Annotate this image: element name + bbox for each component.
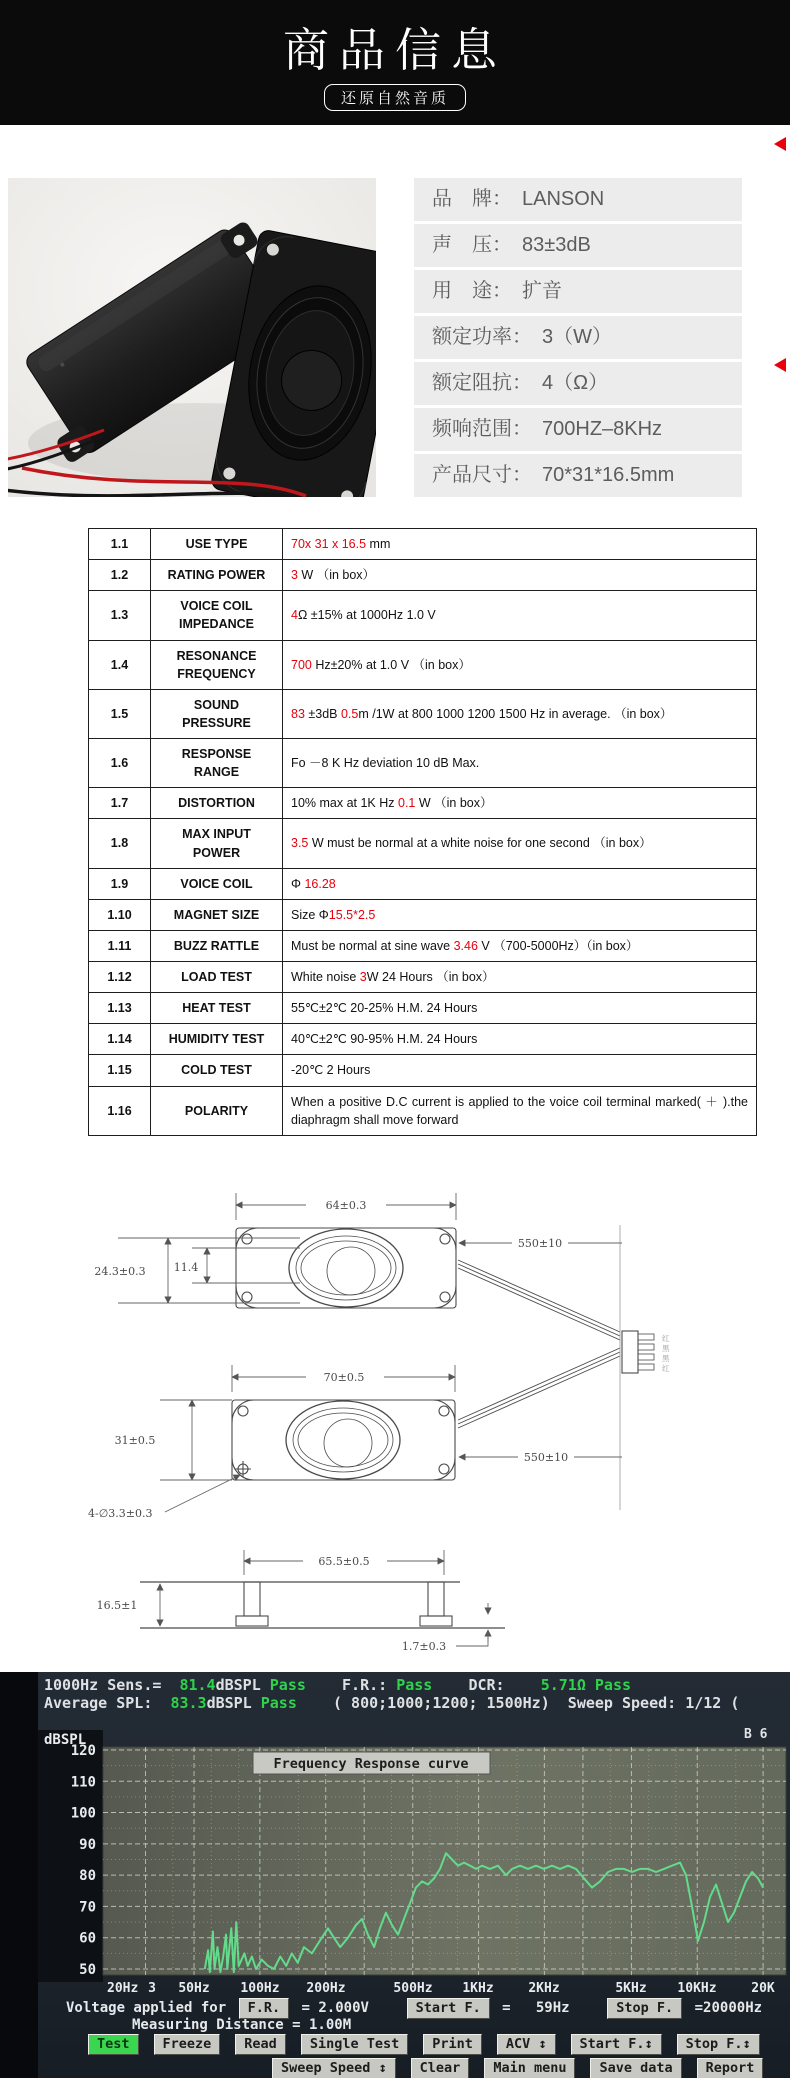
- x-tick-label: 200Hz: [306, 1981, 346, 1996]
- screen-field-button: Stop F.: [607, 1998, 682, 2019]
- measurement-readout-2: Average SPL: 83.3dBSPL Pass ( 800;1000;1200; 1500Hz) Sweep Speed: 1/12 (: [44, 1694, 740, 1712]
- x-tick-label: 500Hz: [393, 1981, 433, 1996]
- page-header: [0, 0, 790, 125]
- screen-field-button: Start F.: [407, 1998, 490, 2019]
- screen-button-row-2: [268, 2058, 767, 2078]
- y-tick-label: 110: [70, 1774, 96, 1791]
- row-value: Size Φ15.5*2.5: [283, 899, 757, 930]
- spec-label: 声 压：: [432, 234, 512, 256]
- spec-value: 4（Ω）: [542, 372, 609, 394]
- spec-row: [414, 270, 742, 313]
- row-index: 1.12: [89, 962, 151, 993]
- row-index: 1.15: [89, 1055, 151, 1086]
- row-value: -20℃ 2 Hours: [283, 1055, 757, 1086]
- screen-button: Single Test: [301, 2034, 408, 2055]
- row-index: 1.2: [89, 560, 151, 591]
- row-value: Must be normal at sine wave 3.46 V （700-5000Hz）（in box）: [283, 930, 757, 961]
- spec-value: 700HZ–8KHz: [542, 418, 663, 440]
- screen-text: = 2.000V: [293, 2000, 403, 2016]
- x-tick-label: 10KHz: [677, 1981, 717, 1996]
- table-row: [89, 868, 757, 899]
- row-name: MAX INPUT POWER: [151, 819, 283, 868]
- table-row: [89, 1055, 757, 1086]
- table-row: [89, 819, 757, 868]
- row-name: MAGNET SIZE: [151, 899, 283, 930]
- table-row: [89, 788, 757, 819]
- spec-row: [414, 224, 742, 267]
- spec-value: 扩音: [522, 280, 562, 302]
- red-arrow-icon: [774, 358, 786, 372]
- dim-top-height: 24.3±0.3: [94, 1265, 146, 1278]
- spec-label: 用 途：: [432, 280, 512, 302]
- y-tick-label: 60: [79, 1930, 96, 1947]
- speaker-photo-graphic: [8, 178, 376, 497]
- page-title: 商品信息: [283, 24, 507, 76]
- wire-color-label: 红: [662, 1364, 670, 1373]
- screen-button-row-1: [84, 2034, 764, 2055]
- y-axis-title: dBSPL: [44, 1732, 87, 1748]
- screen-text: Voltage applied for: [66, 2000, 235, 2016]
- row-index: 1.14: [89, 1024, 151, 1055]
- spec-value: 83±3dB: [522, 234, 591, 256]
- table-row: [89, 591, 757, 640]
- y-tick-label: 100: [70, 1805, 96, 1822]
- row-index: 1.5: [89, 689, 151, 738]
- y-tick-label: 70: [79, 1899, 96, 1916]
- screen-text: =20000Hz: [686, 2000, 763, 2016]
- screen-button: Save data: [590, 2058, 681, 2078]
- dim-mid-height: 31±0.5: [114, 1434, 156, 1447]
- dim-wire-mid: 550±10: [523, 1451, 569, 1464]
- screen-button: Sweep Speed ↕: [272, 2058, 396, 2078]
- distance-row: Measuring Distance = 1.00M: [132, 2017, 352, 2033]
- x-tick-label: 20Hz: [107, 1981, 139, 1996]
- table-row: [89, 640, 757, 689]
- row-value: 40℃±2℃ 90-95% H.M. 24 Hours: [283, 1024, 757, 1055]
- spec-value: 70*31*16.5mm: [542, 464, 675, 486]
- spec-row: [414, 362, 742, 405]
- screen-field-button: F.R.: [239, 1998, 290, 2019]
- row-value: When a positive D.C current is applied to the voice coil terminal marked( ＋ ).the diaphragm shall move forward: [283, 1086, 757, 1135]
- row-value: 10% max at 1K Hz 0.1 W （in box）: [283, 788, 757, 819]
- row-name: VOICE COIL IMPEDANCE: [151, 591, 283, 640]
- screen-button: ACV ↕: [497, 2034, 556, 2055]
- y-tick-label: 120: [70, 1742, 96, 1759]
- row-value: 3 W （in box）: [283, 560, 757, 591]
- screen-button: Start F.↕: [571, 2034, 662, 2055]
- dim-side-width: 65.5±0.5: [318, 1555, 370, 1568]
- row-value: 700 Hz±20% at 1.0 V （in box）: [283, 640, 757, 689]
- corner-label: B 6: [744, 1727, 768, 1742]
- spec-row: [414, 178, 742, 221]
- row-value: 70x 31 x 16.5 mm: [283, 529, 757, 560]
- row-value: Fo －8 K Hz deviation 10 dB Max.: [283, 739, 757, 788]
- y-tick-label: 80: [79, 1868, 96, 1885]
- wire-color-label: 黑: [662, 1354, 670, 1363]
- x-tick-label: 20K: [751, 1981, 775, 1996]
- screen-button: Test: [88, 2034, 139, 2055]
- row-index: 1.8: [89, 819, 151, 868]
- table-row: [89, 529, 757, 560]
- spec-label: 频响范围：: [432, 418, 532, 440]
- product-photo: [8, 178, 376, 497]
- screen-button: Read: [235, 2034, 286, 2055]
- row-name: BUZZ RATTLE: [151, 930, 283, 961]
- row-name: USE TYPE: [151, 529, 283, 560]
- row-value: White noise 3W 24 Hours （in box）: [283, 962, 757, 993]
- row-name: VOICE COIL: [151, 868, 283, 899]
- screen-button: Clear: [411, 2058, 470, 2078]
- row-value: 55℃±2℃ 20-25% H.M. 24 Hours: [283, 993, 757, 1024]
- spec-value: 3（W）: [542, 326, 612, 348]
- x-tick-label: 100Hz: [240, 1981, 280, 1996]
- dimension-drawing: [0, 1165, 790, 1672]
- x-tick-label: 2KHz: [528, 1981, 560, 1996]
- product-spec-list: [414, 178, 742, 497]
- row-name: HEAT TEST: [151, 993, 283, 1024]
- spl-analyzer-screen: [0, 1672, 790, 2078]
- row-value: 83 ±3dB 0.5m /1W at 800 1000 1200 1500 Hz in average. （in box）: [283, 689, 757, 738]
- spec-row: [414, 316, 742, 359]
- header-badge: 还原自然音质: [324, 84, 466, 111]
- row-index: 1.6: [89, 739, 151, 788]
- table-row: [89, 899, 757, 930]
- dim-side-height: 16.5±1: [96, 1599, 138, 1612]
- dim-top-width: 64±0.3: [325, 1199, 367, 1212]
- row-name: HUMIDITY TEST: [151, 1024, 283, 1055]
- dim-wire-top: 550±10: [517, 1237, 563, 1250]
- row-name: SOUND PRESSURE: [151, 689, 283, 738]
- row-index: 1.16: [89, 1086, 151, 1135]
- x-tick-label: 1KHz: [462, 1981, 494, 1996]
- x-tick-label: 3: [148, 1981, 156, 1996]
- wire-color-label: 红: [662, 1334, 670, 1343]
- y-tick-label: 90: [79, 1836, 96, 1853]
- x-tick-label: 50Hz: [178, 1981, 210, 1996]
- screen-button: Stop F.↕: [677, 2034, 760, 2055]
- table-row: [89, 962, 757, 993]
- dim-top-inner: 11.4: [173, 1261, 199, 1274]
- screen-button: Report: [697, 2058, 764, 2078]
- y-tick-label: 50: [79, 1962, 96, 1978]
- measurement-readout-1: 1000Hz Sens.= 81.4dBSPL Pass F.R.: Pass DCR: 5.71Ω Pass: [44, 1676, 632, 1694]
- table-row: [89, 993, 757, 1024]
- voltage-settings-row: [66, 1998, 762, 2019]
- row-name: RATING POWER: [151, 560, 283, 591]
- row-name: COLD TEST: [151, 1055, 283, 1086]
- row-index: 1.13: [89, 993, 151, 1024]
- red-arrow-icon: [774, 137, 786, 151]
- dim-foot-height: 1.7±0.3: [401, 1640, 447, 1653]
- dim-mid-width: 70±0.5: [323, 1371, 365, 1384]
- monitor-bezel: [0, 1672, 38, 2078]
- wire-color-label: 黑: [662, 1344, 670, 1353]
- spec-label: 额定功率：: [432, 326, 532, 348]
- row-index: 1.3: [89, 591, 151, 640]
- row-name: LOAD TEST: [151, 962, 283, 993]
- row-value: 4Ω ±15% at 1000Hz 1.0 V: [283, 591, 757, 640]
- row-index: 1.7: [89, 788, 151, 819]
- x-tick-label: 5KHz: [615, 1981, 647, 1996]
- row-index: 1.4: [89, 640, 151, 689]
- row-index: 1.9: [89, 868, 151, 899]
- table-row: [89, 689, 757, 738]
- row-value: Φ 16.28: [283, 868, 757, 899]
- dim-hole-note: 4-∅3.3±0.3: [88, 1507, 153, 1520]
- spec-label: 品 牌：: [432, 188, 512, 210]
- table-row: [89, 930, 757, 961]
- spec-label: 额定阻抗：: [432, 372, 532, 394]
- screen-text: = 59Hz: [493, 2000, 604, 2016]
- screen-button: Main menu: [484, 2058, 575, 2078]
- row-value: 3.5 W must be normal at a white noise for one second （in box）: [283, 819, 757, 868]
- spec-label: 产品尺寸：: [432, 464, 532, 486]
- row-index: 1.11: [89, 930, 151, 961]
- row-index: 1.10: [89, 899, 151, 930]
- row-name: DISTORTION: [151, 788, 283, 819]
- specification-table: [88, 528, 748, 1136]
- table-row: [89, 560, 757, 591]
- plot-title: Frequency Response curve: [273, 1756, 469, 1772]
- row-name: RESONANCE FREQUENCY: [151, 640, 283, 689]
- screen-button: Freeze: [154, 2034, 221, 2055]
- row-index: 1.1: [89, 529, 151, 560]
- spec-row: [414, 408, 742, 451]
- row-name: POLARITY: [151, 1086, 283, 1135]
- screen-button: Print: [423, 2034, 482, 2055]
- table-row: [89, 1086, 757, 1135]
- spec-value: LANSON: [522, 188, 605, 210]
- spec-row: [414, 454, 742, 497]
- table-row: [89, 739, 757, 788]
- row-name: RESPONSE RANGE: [151, 739, 283, 788]
- table-row: [89, 1024, 757, 1055]
